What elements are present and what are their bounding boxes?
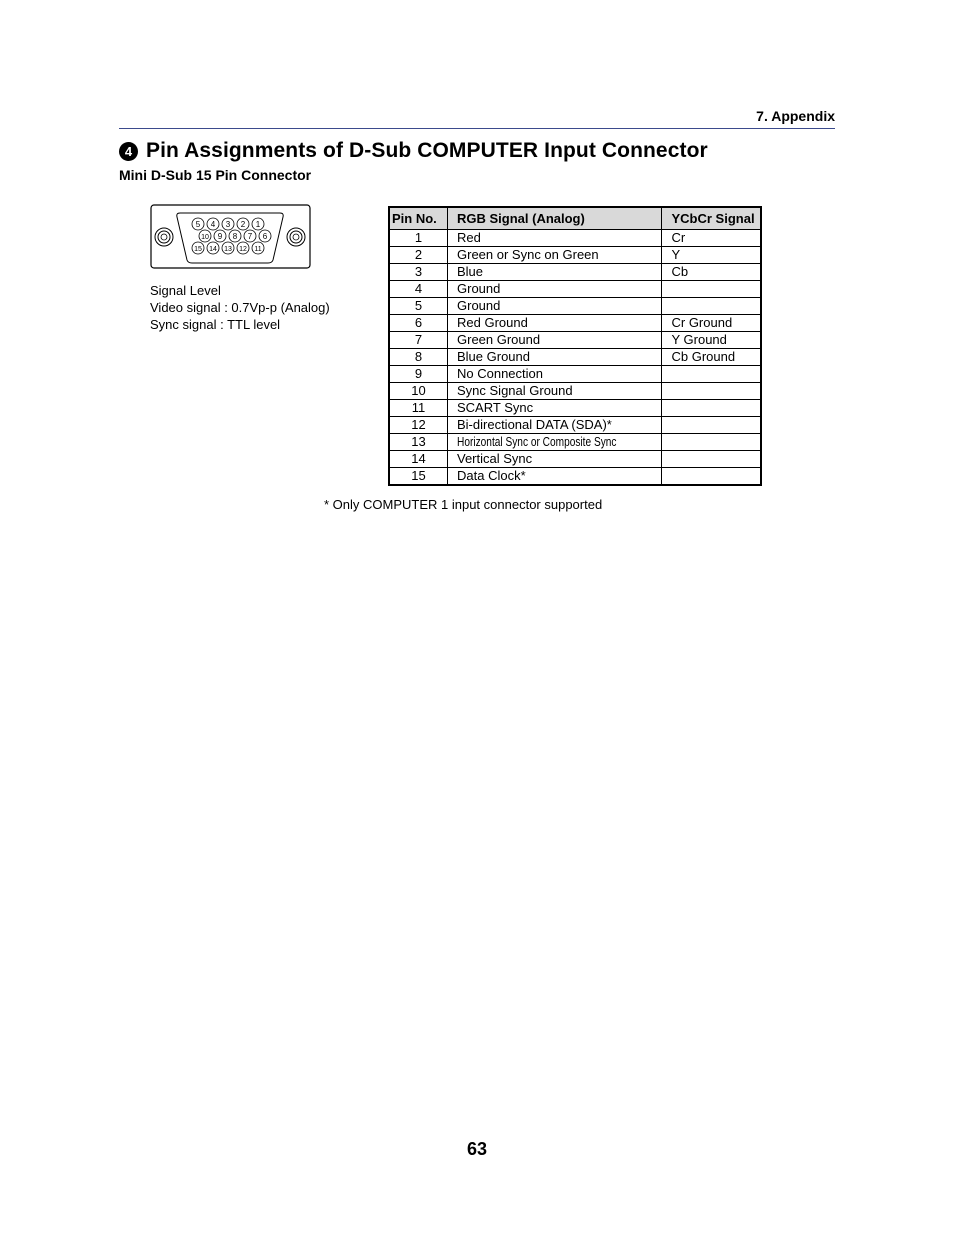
page-title: Pin Assignments of D-Sub COMPUTER Input Connector bbox=[146, 139, 708, 162]
pin-number-cell: 1 bbox=[389, 230, 448, 247]
dsub-connector-diagram bbox=[150, 204, 311, 270]
rgb-signal-text: Horizontal Sync or Composite Sync bbox=[457, 434, 617, 449]
rgb-signal-cell: Data Clock* bbox=[448, 468, 662, 486]
pin-number-cell: 9 bbox=[389, 366, 448, 383]
pin-label: 1 bbox=[255, 219, 261, 229]
pin-number-cell: 10 bbox=[389, 383, 448, 400]
table-row bbox=[389, 281, 761, 298]
pin-number-cell: 3 bbox=[389, 264, 448, 281]
connector-pin bbox=[237, 242, 249, 254]
pin-label: 11 bbox=[254, 245, 262, 253]
pin-number-cell: 6 bbox=[389, 315, 448, 332]
rgb-signal-cell: No Connection bbox=[448, 366, 662, 383]
connector-pin bbox=[237, 218, 249, 230]
pin-number-cell: 14 bbox=[389, 451, 448, 468]
pin-number-cell: 2 bbox=[389, 247, 448, 264]
pin-label: 12 bbox=[239, 245, 247, 253]
signal-level-heading: Signal Level bbox=[150, 283, 221, 298]
pin-assignment-table bbox=[388, 206, 762, 486]
ycbcr-signal-cell bbox=[662, 417, 761, 434]
ycbcr-signal-cell bbox=[662, 468, 761, 486]
ycbcr-signal-cell: Cr Ground bbox=[662, 315, 761, 332]
pin-label: 3 bbox=[225, 219, 231, 229]
signal-level-info bbox=[150, 282, 330, 333]
rgb-signal-cell: Red Ground bbox=[448, 315, 662, 332]
pin-number-cell: 4 bbox=[389, 281, 448, 298]
section-number-badge: 4 bbox=[119, 142, 138, 161]
ycbcr-signal-cell: Cr bbox=[662, 230, 761, 247]
pin-label: 6 bbox=[262, 231, 268, 241]
rgb-signal-cell: SCART Sync bbox=[448, 400, 662, 417]
rgb-signal-cell: Sync Signal Ground bbox=[448, 383, 662, 400]
connector-pin bbox=[214, 230, 226, 242]
ycbcr-signal-cell bbox=[662, 281, 761, 298]
column-header-ycbcr: YCbCr Signal bbox=[662, 207, 761, 230]
pin-number-cell: 11 bbox=[389, 400, 448, 417]
column-header-pin: Pin No. bbox=[389, 207, 448, 230]
connector-pin bbox=[259, 230, 271, 242]
rgb-signal-cell: Green Ground bbox=[448, 332, 662, 349]
page-number: 63 bbox=[466, 1139, 488, 1159]
pin-number-cell: 5 bbox=[389, 298, 448, 315]
connector-pin bbox=[199, 230, 211, 242]
connector-pin bbox=[244, 230, 256, 242]
page-title-row bbox=[119, 139, 708, 163]
table-row bbox=[389, 247, 761, 264]
ycbcr-signal-cell: Y Ground bbox=[662, 332, 761, 349]
connector-pin bbox=[192, 218, 204, 230]
table-row bbox=[389, 366, 761, 383]
pin-label: 15 bbox=[194, 245, 202, 253]
right-screw-icon bbox=[287, 228, 305, 246]
table-row bbox=[389, 230, 761, 247]
footnote: * Only COMPUTER 1 input connector supported bbox=[324, 497, 603, 512]
connector-pin bbox=[222, 242, 234, 254]
table-row bbox=[389, 264, 761, 281]
subtitle: Mini D-Sub 15 Pin Connector bbox=[119, 167, 312, 183]
ycbcr-signal-cell bbox=[662, 298, 761, 315]
connector-pin bbox=[252, 218, 264, 230]
table-row bbox=[389, 400, 761, 417]
pin-label: 9 bbox=[217, 231, 223, 241]
table-row bbox=[389, 468, 761, 486]
ycbcr-signal-cell bbox=[662, 366, 761, 383]
pin-label: 13 bbox=[224, 245, 232, 253]
ycbcr-signal-cell: Cb bbox=[662, 264, 761, 281]
section-header: 7. Appendix bbox=[756, 108, 835, 124]
connector-pins bbox=[192, 218, 271, 254]
header-rule bbox=[119, 128, 835, 129]
pin-label: 5 bbox=[195, 219, 201, 229]
pin-label: 4 bbox=[210, 219, 216, 229]
table-row bbox=[389, 332, 761, 349]
rgb-signal-cell bbox=[448, 434, 662, 451]
pin-label: 2 bbox=[240, 219, 246, 229]
connector-pin bbox=[207, 218, 219, 230]
connector-pin bbox=[229, 230, 241, 242]
sync-signal-text: Sync signal : TTL level bbox=[150, 317, 281, 332]
ycbcr-signal-cell: Cb Ground bbox=[662, 349, 761, 366]
rgb-signal-cell: Ground bbox=[448, 298, 662, 315]
column-header-rgb: RGB Signal (Analog) bbox=[448, 207, 662, 230]
ycbcr-signal-cell bbox=[662, 383, 761, 400]
table-row bbox=[389, 315, 761, 332]
rgb-signal-cell: Bi-directional DATA (SDA)* bbox=[448, 417, 662, 434]
table-row bbox=[389, 417, 761, 434]
rgb-signal-cell: Red bbox=[448, 230, 662, 247]
pin-number-cell: 8 bbox=[389, 349, 448, 366]
ycbcr-signal-cell bbox=[662, 434, 761, 451]
pin-number-cell: 7 bbox=[389, 332, 448, 349]
pin-number-cell: 13 bbox=[389, 434, 448, 451]
left-screw-icon bbox=[155, 228, 173, 246]
pin-number-cell: 12 bbox=[389, 417, 448, 434]
table-row bbox=[389, 383, 761, 400]
connector-pin bbox=[207, 242, 219, 254]
connector-pin bbox=[222, 218, 234, 230]
pin-label: 7 bbox=[247, 231, 253, 241]
rgb-signal-cell: Blue Ground bbox=[448, 349, 662, 366]
table-row bbox=[389, 349, 761, 366]
video-signal-text: Video signal : 0.7Vp-p (Analog) bbox=[150, 300, 330, 315]
table-row bbox=[389, 451, 761, 468]
connector-pin bbox=[252, 242, 264, 254]
connector-pin bbox=[192, 242, 204, 254]
rgb-signal-cell: Vertical Sync bbox=[448, 451, 662, 468]
pin-number-cell: 15 bbox=[389, 468, 448, 486]
ycbcr-signal-cell: Y bbox=[662, 247, 761, 264]
rgb-signal-cell: Green or Sync on Green bbox=[448, 247, 662, 264]
rgb-signal-cell: Blue bbox=[448, 264, 662, 281]
ycbcr-signal-cell bbox=[662, 451, 761, 468]
pin-label: 8 bbox=[232, 231, 238, 241]
table-header-row bbox=[389, 207, 761, 230]
pin-label: 10 bbox=[201, 233, 209, 241]
table-row bbox=[389, 434, 761, 451]
table-row bbox=[389, 298, 761, 315]
pin-label: 14 bbox=[209, 245, 217, 253]
rgb-signal-cell: Ground bbox=[448, 281, 662, 298]
ycbcr-signal-cell bbox=[662, 400, 761, 417]
